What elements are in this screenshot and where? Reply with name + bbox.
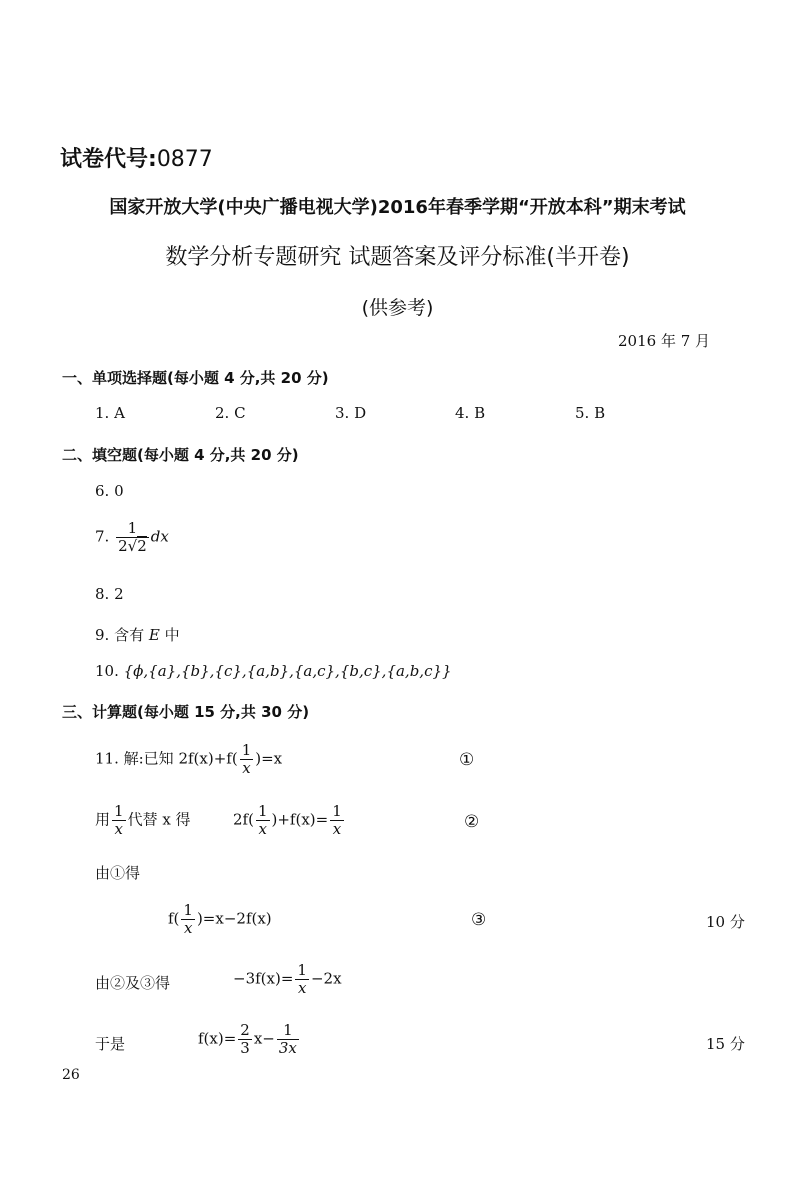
answer-7-fraction: $\frac{1}{2√2}$ (118, 519, 147, 555)
solution-line-1: 11. 解:已知 2f(x)+f( $\frac{1}{x}$ )=x (95, 741, 283, 777)
answer-6: 6. 0 (95, 482, 124, 500)
answer-8: 8. 2 (95, 585, 124, 603)
answer-4: 4. B (455, 404, 486, 422)
subject-title: 数学分析专题研究 试题答案及评分标准(半开卷) (165, 245, 630, 270)
answer-7: 7. $\frac{1}{2√2}$ dx (95, 519, 169, 555)
score-15: 15 分 (706, 1035, 745, 1053)
solution-line-4: f( $\frac{1}{x}$ )=x−2f(x) (168, 901, 272, 937)
solution-line-6-label: 于是 (95, 1035, 126, 1053)
exam-title: 国家开放大学(中央广播电视大学)2016年春季学期“开放本科”期末考试 (109, 197, 686, 218)
exam-code-label: 试卷代号: (60, 147, 157, 172)
equation-mark-2: ② (464, 812, 480, 832)
solution-line-6-equation: f(x)= $\frac{2}{3}$ x− $\frac{1}{3x}$ (198, 1021, 297, 1057)
answer-10: 10. {ϕ,{a},{b},{c},{a,b},{a,c},{b,c},{a,b,c}} (95, 662, 452, 680)
answer-9: 9. 含有 E 中 (95, 626, 180, 644)
answer-3: 3. D (335, 404, 367, 422)
answer-1: 1. A (95, 404, 125, 422)
equation-mark-3: ③ (471, 910, 487, 930)
exam-code-value: 0877 (156, 147, 213, 172)
answer-5: 5. B (575, 404, 606, 422)
solution-line-5-label: 由②及③得 (95, 974, 171, 992)
solution-line-2-equation: 2f( $\frac{1}{x}$ )+f(x)= $\frac{1}{x}$ (233, 802, 342, 838)
solution-line-5-equation: −3f(x)= $\frac{1}{x}$ −2x (233, 961, 342, 997)
score-10: 10 分 (706, 913, 745, 931)
reference-note: (供参考) (361, 297, 434, 319)
solution-line-2: 用 $\frac{1}{x}$ 代替 x 得 (95, 802, 191, 838)
section2-heading: 二、填空题(每小题 4 分,共 20 分) (62, 446, 299, 464)
section1-heading: 一、单项选择题(每小题 4 分,共 20 分) (62, 369, 329, 387)
solution-line-3: 由①得 (95, 864, 141, 882)
section3-heading: 三、计算题(每小题 15 分,共 30 分) (62, 703, 310, 721)
exam-code (60, 142, 213, 173)
page-number: 26 (62, 1067, 80, 1083)
equation-mark-1: ① (459, 750, 475, 770)
exam-date: 2016 年 7 月 (618, 332, 711, 350)
answer-2: 2. C (215, 404, 246, 422)
